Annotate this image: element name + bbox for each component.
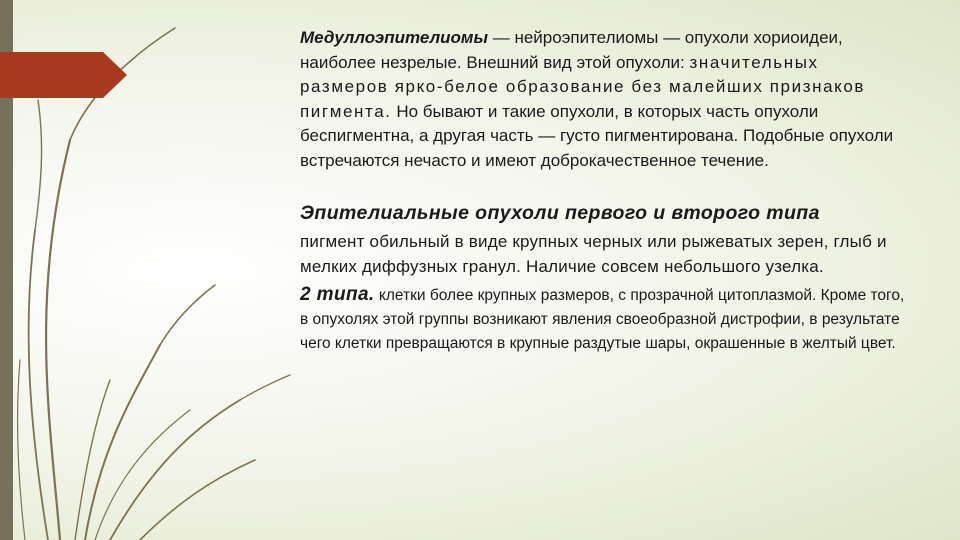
epithelial-tumors-heading: Эпителиальные опухоли первого и второго типа [300,202,820,224]
paragraph1-text-spaced: значительных размеров ярко-белое образование без малейших признаков пигмента. [300,52,866,121]
type2-text: клетки более крупных размеров, с прозрачной цитоплазмой. Кроме того, в опухолях этой группы возникают явления своеобразной дистрофии, в результате чего клетки превращаются в крупные раздутые шары, окрашенные в желтый цвет. [300,287,905,352]
paragraph1-text-a: — нейроэпителиомы — опухоли хориоидеи, наиболее незрелые. Внешний вид этой опухоли: [300,28,843,72]
paragraph-type2-description [300,283,910,356]
medulloepithelioma-term: Медуллоэпителиомы [300,28,489,47]
paragraph-type1-description: пигмент обильный в виде крупных черных или рыжеватых зерен, глыб и мелких диффузных гранул. Наличие совсем небольшого узелка. [300,232,887,276]
paragraph-medulloepithelioma [300,26,910,173]
text-content [300,26,910,356]
paragraph1-text-b: Но бывают и такие опухоли, в которых часть опухоли беспигментна, а другая часть — густо пигментирована. Подобные опухоли встречаются нечасто и имеют доброкачественное течение. [300,101,894,170]
type2-label: 2 типа. [300,284,375,305]
